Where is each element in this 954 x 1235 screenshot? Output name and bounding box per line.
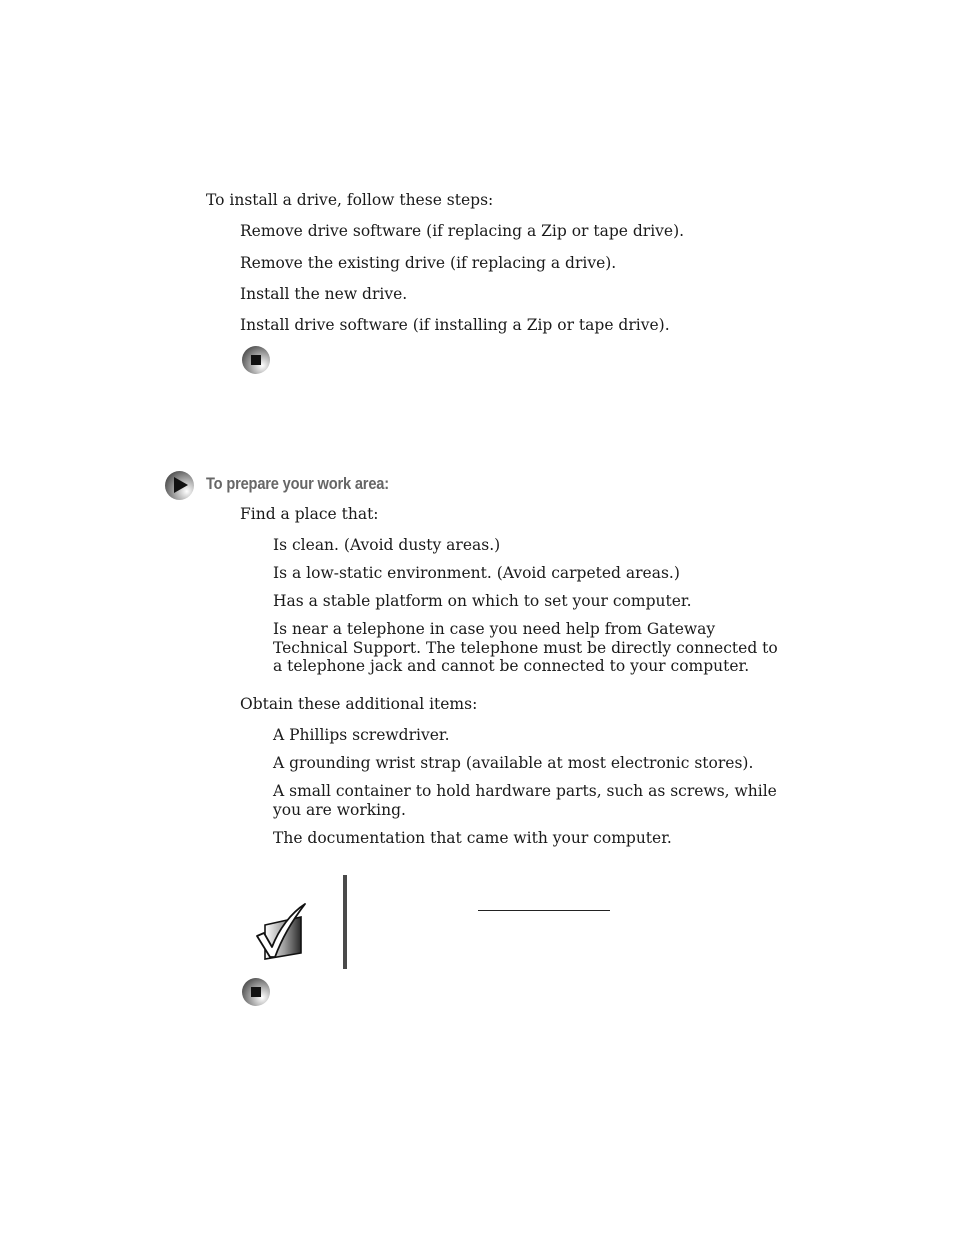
note-rule bbox=[478, 910, 610, 911]
place-item-1: Is clean. (Avoid dusty areas.) bbox=[273, 536, 501, 554]
intro-text: To install a drive, follow these steps: bbox=[206, 191, 494, 209]
obtain-item-2: A grounding wrist strap (available at most electronic stores). bbox=[273, 754, 754, 772]
place-item-4: Is near a telephone in case you need help from Gateway Technical Support. The telephone must be directly connected to a telephone jack and cannot be connected to your computer. bbox=[273, 620, 778, 675]
note-divider bbox=[343, 875, 347, 969]
checkmark-icon bbox=[255, 903, 307, 961]
install-step-3: Install the new drive. bbox=[240, 285, 408, 303]
stop-icon bbox=[242, 346, 270, 374]
arrow-icon bbox=[165, 471, 194, 500]
obtain-item-4: The documentation that came with your computer. bbox=[273, 829, 672, 847]
stop-icon bbox=[242, 978, 270, 1006]
install-step-4: Install drive software (if installing a Zip or tape drive). bbox=[240, 316, 670, 334]
install-step-2: Remove the existing drive (if replacing a drive). bbox=[240, 254, 617, 272]
install-step-1: Remove drive software (if replacing a Zip or tape drive). bbox=[240, 222, 685, 240]
obtain-text: Obtain these additional items: bbox=[240, 695, 478, 713]
procedure-heading: To prepare your work area: bbox=[206, 474, 389, 493]
obtain-item-1: A Phillips screwdriver. bbox=[273, 726, 450, 744]
place-item-3: Has a stable platform on which to set your computer. bbox=[273, 592, 692, 610]
find-place-text: Find a place that: bbox=[240, 505, 379, 523]
place-item-2: Is a low-static environment. (Avoid carpeted areas.) bbox=[273, 564, 680, 582]
obtain-item-3: A small container to hold hardware parts, such as screws, while you are working. bbox=[273, 782, 777, 819]
